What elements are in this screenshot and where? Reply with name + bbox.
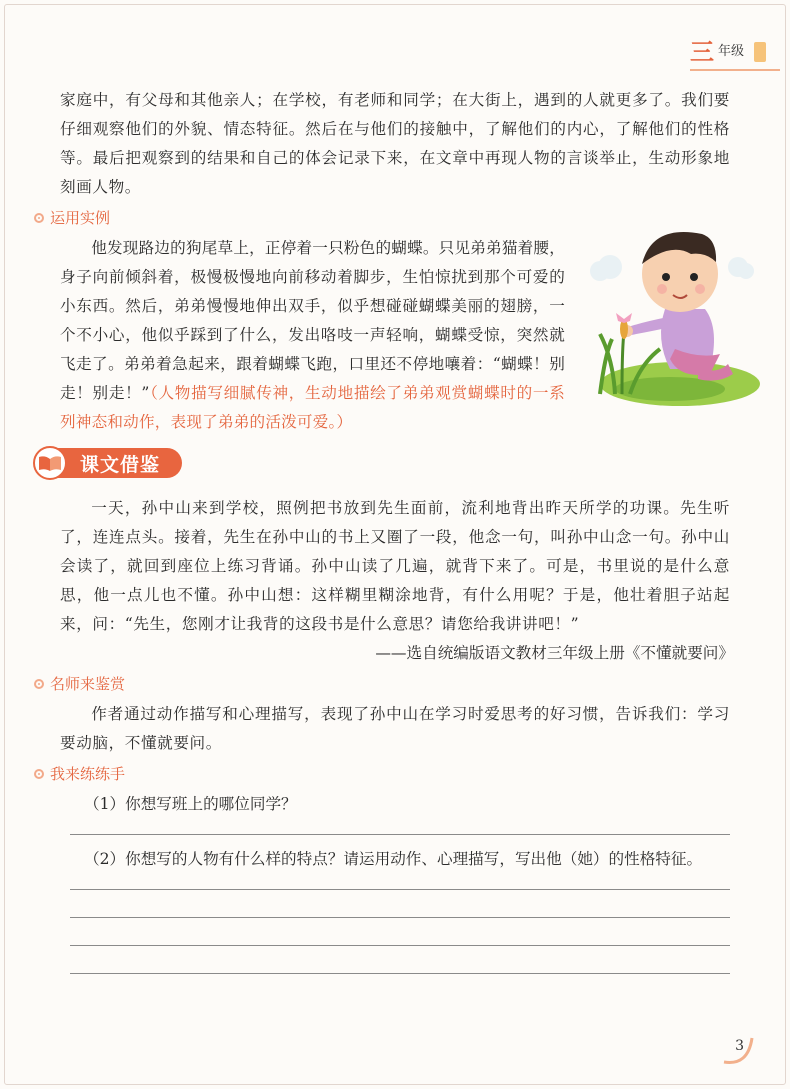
example-block xyxy=(60,234,730,431)
appreciation-heading-label: 名师来鉴赏 xyxy=(50,675,126,693)
open-book-icon xyxy=(30,446,70,480)
lesson-source: ——选自统编版语文教材三年级上册《不懂就要问》 xyxy=(375,644,734,662)
grade-tab-marker xyxy=(754,42,766,62)
example-heading-label: 运用实例 xyxy=(50,209,111,227)
answer-line[interactable] xyxy=(70,945,730,946)
example-body: 他发现路边的狗尾草上，正停着一只粉色的蝴蝶。只见弟弟猫着腰，身子向前倾斜着，极慢极慢地向前移动着脚步，生怕惊扰到那个可爱的小东西。然后，弟弟慢慢地伸出双手，似乎想碰碰蝴蝶美丽的翅膀，一个不小心，他似乎踩到了什么，发出咯吱一声轻响，蝴蝶受惊，突然就飞走了。弟弟着急起来，跟着蝴蝶飞跑，口里还不停地嚷着：“蝴蝶！别走！别走！” xyxy=(60,239,566,402)
practice-heading-label: 我来练练手 xyxy=(50,765,126,783)
lesson-banner-label: 课文借鉴 xyxy=(80,454,161,476)
practice-question-2: （2）你想写的人物有什么样的特点？请运用动作、心理描写，写出他（她）的性格特征。 xyxy=(84,850,703,868)
lesson-banner xyxy=(30,446,190,480)
grade-header xyxy=(690,40,766,64)
intro-paragraph: 家庭中，有父母和其他亲人；在学校，有老师和同学；在大街上，遇到的人就更多了。我们要仔细观察他们的外貌、情态特征。然后在与他们的接触中，了解他们的内心，了解他们的性格等。最后把观察到的结果和自己的体会记录下来，在文章中再现人物的言谈举止，生动形象地刻画人物。 xyxy=(60,91,730,196)
grade-number: 三 xyxy=(689,38,714,66)
answer-line[interactable] xyxy=(70,973,730,974)
lesson-paragraph: 一天，孙中山来到学校，照例把书放到先生面前，流利地背出昨天所学的功课。先生听了，连连点头。接着，先生在孙中山的书上又圈了一段，他念一句，叫孙中山念一句。孙中山会读了，就回到座位上练习背诵。孙中山读了几遍，就背下来了。可是，书里说的是什么意思，他一点儿也不懂。孙中山想：这样糊里糊涂地背，有什么用呢？于是，他壮着胆子站起来，问：“先生，您刚才让我背的这段书是什么意思？请您给我讲讲吧！” xyxy=(60,499,730,633)
answer-line[interactable] xyxy=(70,917,730,918)
page-number: 3 xyxy=(735,1038,744,1054)
appreciation-heading xyxy=(34,672,730,696)
example-annotation: （人物描写细腻传神，生动地描绘了弟弟观赏蝴蝶时的一系列神态和动作，表现了弟弟的活泼可爱。） xyxy=(60,384,565,431)
example-paragraph xyxy=(60,234,565,437)
answer-line[interactable] xyxy=(70,834,730,835)
page-content xyxy=(50,86,734,974)
boy-catching-butterfly-illustration xyxy=(570,209,760,409)
example-text xyxy=(60,234,565,437)
header-rule xyxy=(690,69,780,71)
answer-line[interactable] xyxy=(70,889,730,890)
circle-bullet-icon xyxy=(34,769,44,779)
circle-bullet-icon xyxy=(34,213,44,223)
practice-question-1: （1）你想写班上的哪位同学？ xyxy=(84,795,297,813)
practice-heading xyxy=(34,762,730,786)
grade-word: 年级 xyxy=(717,44,744,59)
appreciation-paragraph: 作者通过动作描写和心理描写，表现了孙中山在学习时爱思考的好习惯，告诉我们：学习要动脑，不懂就要问。 xyxy=(60,705,730,752)
circle-bullet-icon xyxy=(34,679,44,689)
